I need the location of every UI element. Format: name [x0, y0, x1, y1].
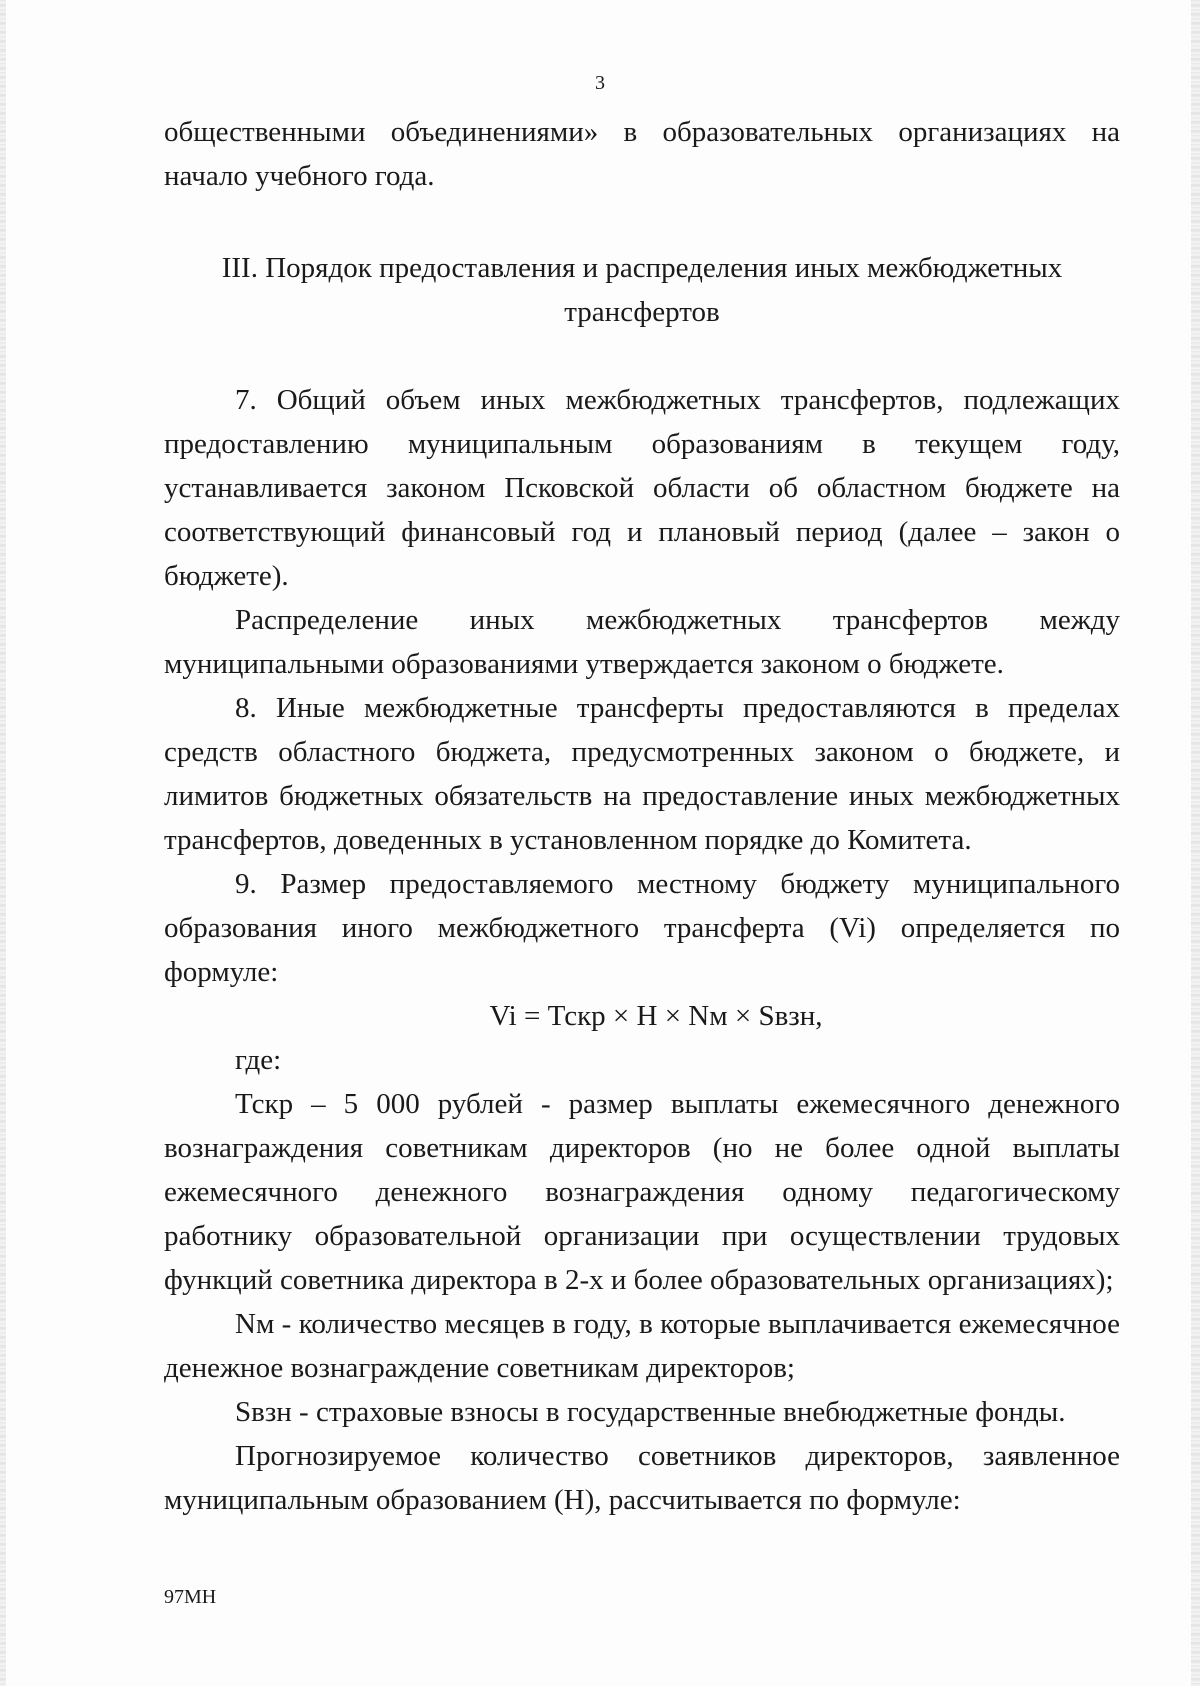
scan-edge-right	[1191, 0, 1200, 1686]
paragraph-9: 9. Размер предоставляемого местному бюджету муниципального образования иного межбюджетного трансферта (Vi) определяется по формуле:	[164, 868, 1120, 988]
continuation-paragraph: общественными объединениями» в образовательных организациях на начало учебного года.	[164, 116, 1120, 192]
section-body	[164, 378, 1120, 1522]
section-heading-line1: III. Порядок предоставления и распределения иных межбюджетных	[221, 252, 1063, 284]
definition-tskr: Тскр – 5 000 рублей - размер выплаты ежемесячного денежного вознаграждения советникам директоров (но не более одной выплаты ежемесячного денежного вознаграждения одному педагогическому работнику образовательной организации при осуществлении трудовых функций советника директора в 2-х и более образовательных организациях);	[164, 1088, 1120, 1296]
section-heading-line2: трансфертов	[564, 296, 720, 328]
paragraph-forecast: Прогнозируемое количество советников директоров, заявленное муниципальным образованием (Н), рассчитывается по формуле:	[164, 1440, 1120, 1516]
scan-edge-left	[0, 0, 6, 1686]
document-code: 97МН	[164, 1586, 217, 1608]
paragraph-7: 7. Общий объем иных межбюджетных трансфертов, подлежащих предоставлению муниципальным образованиям в текущем году, устанавливается законом Псковской области об областном бюджете на соответствующий финансовый год и плановый период (далее – закон о бюджете).	[164, 384, 1120, 592]
continuation-block	[164, 110, 1120, 198]
formula-vi: Vi = Тскр × Н × Nм × Sвзн,	[489, 1000, 823, 1032]
definition-nm: Nм - количество месяцев в году, в которые выплачивается ежемесячное денежное вознаграждение советникам директоров;	[164, 1308, 1120, 1384]
page-number: 3	[595, 72, 605, 94]
paragraph-7-distribution: Распределение иных межбюджетных трансфертов между муниципальными образованиями утверждается законом о бюджете.	[164, 604, 1120, 680]
definition-svzn: Sвзн - страховые взносы в государственные внебюджетные фонды.	[235, 1396, 1066, 1428]
section-heading	[164, 246, 1120, 334]
paragraph-8: 8. Иные межбюджетные трансферты предоставляются в пределах средств областного бюджета, предусмотренных законом о бюджете, и лимитов бюджетных обязательств на предоставление иных межбюджетных трансфертов, доведенных в установленном порядке до Комитета.	[164, 692, 1120, 856]
where-label: где:	[235, 1044, 282, 1076]
